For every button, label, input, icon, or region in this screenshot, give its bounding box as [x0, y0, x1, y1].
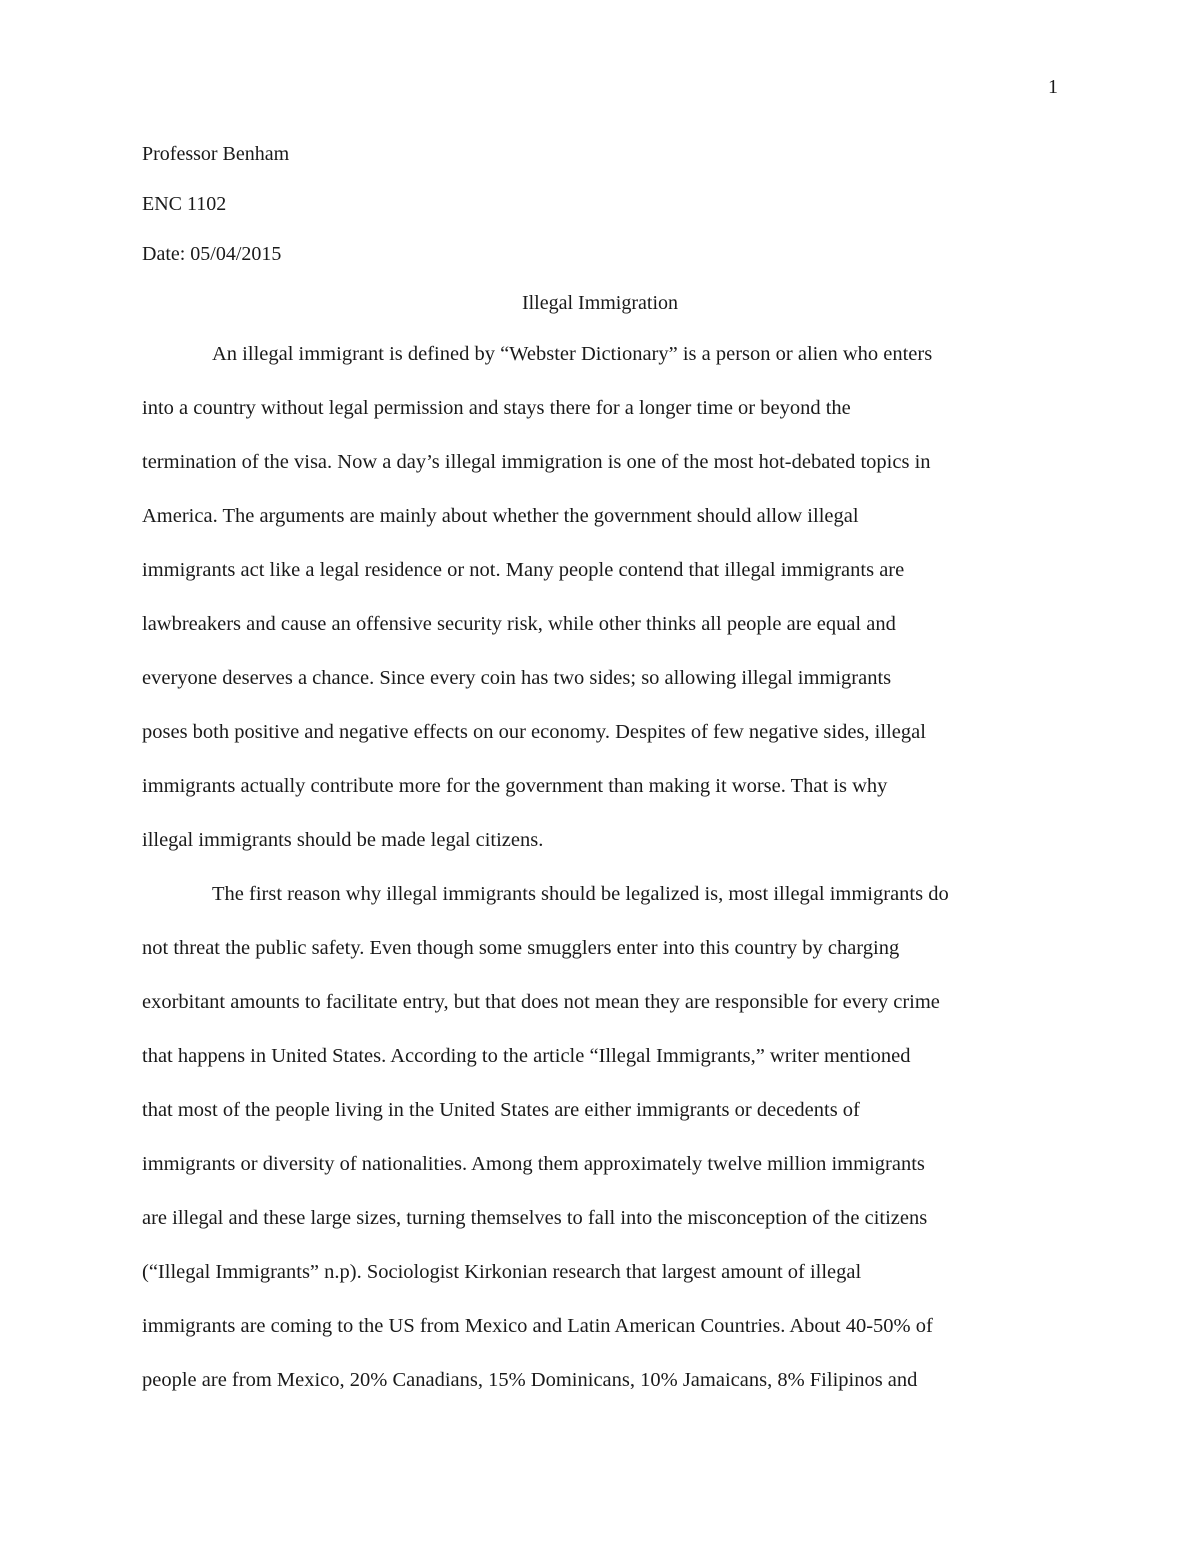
- paragraph-line: immigrants or diversity of nationalities. Among them approximately twelve million immigrants: [142, 1153, 925, 1175]
- paragraph-line: immigrants act like a legal residence or not. Many people contend that illegal immigrants are: [142, 559, 905, 581]
- paragraph-line: America. The arguments are mainly about whether the government should allow illegal: [142, 505, 859, 527]
- page-number: 1: [1048, 76, 1058, 98]
- paragraph-line: are illegal and these large sizes, turning themselves to fall into the misconception of the citizens: [142, 1207, 928, 1229]
- paragraph-line: termination of the visa. Now a day’s illegal immigration is one of the most hot-debated topics in: [142, 451, 931, 473]
- header-professor: Professor Benham: [142, 143, 290, 165]
- paragraph-line: illegal immigrants should be made legal citizens.: [142, 829, 544, 851]
- paragraph-line: lawbreakers and cause an offensive security risk, while other thinks all people are equal and: [142, 613, 896, 635]
- paragraph-line: into a country without legal permission and stays there for a longer time or beyond the: [142, 397, 851, 419]
- paragraph-line: that most of the people living in the United States are either immigrants or decedents of: [142, 1099, 860, 1121]
- paragraph-line: The first reason why illegal immigrants should be legalized is, most illegal immigrants do: [212, 883, 949, 905]
- paragraph-line: that happens in United States. According to the article “Illegal Immigrants,” writer mentioned: [142, 1045, 911, 1067]
- paragraph-line: poses both positive and negative effects on our economy. Despites of few negative sides, illegal: [142, 721, 926, 743]
- header-date: Date: 05/04/2015: [142, 243, 282, 265]
- paragraph-line: exorbitant amounts to facilitate entry, but that does not mean they are responsible for every crime: [142, 991, 940, 1013]
- paragraph-line: (“Illegal Immigrants” n.p). Sociologist Kirkonian research that largest amount of illegal: [142, 1261, 862, 1283]
- paragraph-line: people are from Mexico, 20% Canadians, 15% Dominicans, 10% Jamaicans, 8% Filipinos and: [142, 1369, 918, 1391]
- header-course: ENC 1102: [142, 193, 227, 215]
- paragraph-line: everyone deserves a chance. Since every coin has two sides; so allowing illegal immigrants: [142, 667, 892, 689]
- paragraph-line: immigrants actually contribute more for the government than making it worse. That is why: [142, 775, 888, 797]
- paragraph-line: not threat the public safety. Even though some smugglers enter into this country by charging: [142, 937, 900, 959]
- paragraph-line: An illegal immigrant is defined by “Webster Dictionary” is a person or alien who enters: [212, 343, 933, 365]
- document-title: Illegal Immigration: [521, 292, 679, 314]
- paragraph-line: immigrants are coming to the US from Mexico and Latin American Countries. About 40-50% of: [142, 1315, 933, 1337]
